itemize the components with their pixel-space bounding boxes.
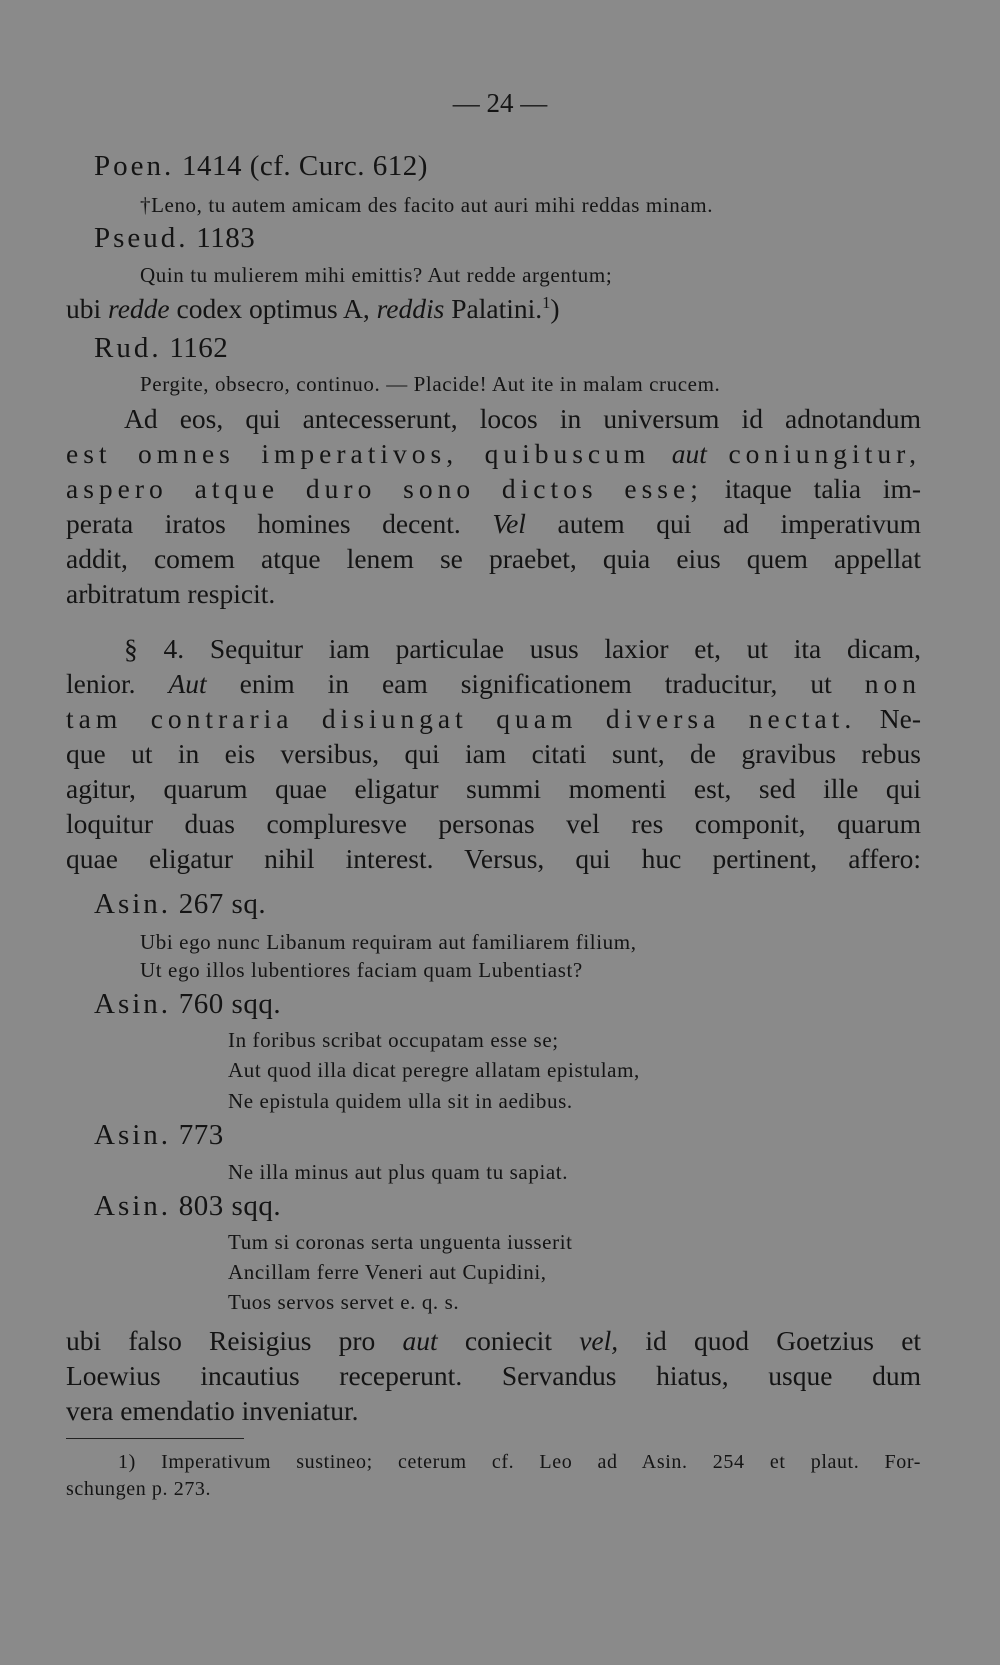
- citation-ref: 1414 (cf. Curc. 612): [182, 150, 428, 182]
- citation-pseud: [94, 222, 255, 255]
- text: Palatini.: [451, 293, 543, 324]
- citation-asin-803: [94, 1190, 281, 1223]
- paragraph-line: Ad eos, qui antecesserunt, locos in universum id adnotandum: [124, 403, 921, 434]
- italic-word: vel,: [579, 1325, 619, 1356]
- footnote-line: 1) Imperativum sustineo; ceterum cf. Leo ad Asin. 254 et plaut. For-: [118, 1451, 921, 1473]
- citation-asin-760: [94, 988, 281, 1021]
- text: enim in eam significationem traducitur, ut: [239, 668, 832, 699]
- section-marker: § 4.: [124, 633, 185, 664]
- paragraph-line: [124, 633, 921, 665]
- verse-line: Ne epistula quidem ulla sit in aedibus.: [228, 1089, 573, 1113]
- spaced-text: est omnes imperativos, quibuscum: [66, 438, 651, 469]
- footnote-marker: 1: [542, 293, 551, 313]
- paragraph-line: addit, comem atque lenem se praebet, quia eius quem appellat: [66, 543, 921, 574]
- verse-line: Ancillam ferre Veneri aut Cupidini,: [228, 1260, 547, 1284]
- verse-line: In foribus scribat occupatam esse se;: [228, 1028, 559, 1052]
- paragraph-line: vera emendatio inveniatur.: [66, 1395, 359, 1426]
- page-number: — 24 —: [452, 88, 548, 118]
- text: codex optimus A,: [176, 293, 370, 324]
- paragraph-line: que ut in eis versibus, qui iam citati sunt, de gravibus rebus: [66, 738, 921, 769]
- text: autem qui ad imperativum: [557, 508, 921, 539]
- verse-line: Quin tu mulierem mihi emittis? Aut redde argentum;: [140, 263, 613, 287]
- citation-ref: 267 sq.: [178, 888, 267, 920]
- text: ): [550, 293, 560, 324]
- citation-label: Asin.: [94, 888, 172, 920]
- italic-word: aut: [402, 1325, 438, 1356]
- citation-ref: 1183: [196, 222, 256, 254]
- spaced-text: tam contraria disiungat quam diversa nectat.: [66, 703, 857, 734]
- citation-label: Asin.: [94, 988, 172, 1020]
- citation-asin-773: [94, 1119, 224, 1152]
- text: perata iratos homines decent.: [66, 508, 461, 539]
- paragraph-line: [66, 1325, 921, 1357]
- note-line: [66, 293, 560, 325]
- text: id quod Goetzius et: [645, 1325, 922, 1356]
- citation-asin-267: [94, 888, 266, 921]
- italic-word: aut: [671, 438, 707, 469]
- verse-line: Ubi ego nunc Libanum requiram aut familiarem filium,: [140, 930, 637, 954]
- citation-ref: 1162: [169, 332, 229, 364]
- italic-word: reddis: [376, 293, 445, 324]
- citation-poen: [94, 150, 428, 183]
- paragraph-line: [66, 508, 921, 540]
- verse-line: Ne illa minus aut plus quam tu sapiat.: [228, 1160, 569, 1184]
- text: itaque talia im-: [724, 473, 922, 504]
- citation-label: Asin.: [94, 1119, 172, 1151]
- paragraph-line: loquitur duas compluresve personas vel res componit, quarum: [66, 808, 921, 839]
- verse-line: Ut ego illos lubentiores faciam quam Lubentiast?: [140, 958, 583, 982]
- italic-word: redde: [108, 293, 170, 324]
- paragraph-line: [66, 668, 921, 700]
- footnote-divider: [66, 1438, 244, 1439]
- paragraph-line: [66, 473, 921, 505]
- citation-label: Pseud.: [94, 222, 189, 254]
- text: Sequitur iam particulae usus laxior et, ut ita dicam,: [209, 633, 922, 664]
- citation-rud: [94, 332, 228, 365]
- footnote-line: schungen p. 273.: [66, 1478, 212, 1500]
- italic-word: Aut: [168, 668, 207, 699]
- citation-label: Rud.: [94, 332, 162, 364]
- spaced-text: non: [864, 668, 922, 699]
- citation-ref: 773: [178, 1119, 224, 1151]
- spaced-text: aspero atque duro sono dictos esse;: [66, 473, 703, 504]
- paragraph-line: Loewius incautius receperunt. Servandus hiatus, usque dum: [66, 1360, 921, 1391]
- text: ubi falso Reisigius pro: [66, 1325, 376, 1356]
- paragraph-line: [66, 438, 921, 470]
- text: lenior.: [66, 668, 136, 699]
- verse-line: Aut quod illa dicat peregre allatam epistulam,: [228, 1058, 640, 1082]
- text: Ne-: [879, 703, 922, 734]
- verse-line: Pergite, obsecro, continuo. — Placide! Aut ite in malam crucem.: [140, 372, 721, 396]
- paragraph-line: [66, 703, 921, 735]
- italic-word: Vel: [492, 508, 526, 539]
- citation-label: Asin.: [94, 1190, 172, 1222]
- paragraph-line: agitur, quarum quae eligatur summi momenti est, sed ille qui: [66, 773, 921, 804]
- verse-line: †Leno, tu autem amicam des facito aut auri mihi reddas minam.: [140, 193, 714, 217]
- paragraph-line: arbitratum respicit.: [66, 578, 276, 609]
- paragraph-line: quae eligatur nihil interest. Versus, qui huc pertinent, affero:: [66, 843, 921, 874]
- text: ubi: [66, 293, 102, 324]
- citation-label: Poen.: [94, 150, 175, 182]
- citation-ref: 803 sqq.: [178, 1190, 282, 1222]
- verse-line: Tum si coronas serta unguenta iusserit: [228, 1230, 573, 1254]
- text: coniecit: [464, 1325, 552, 1356]
- verse-line: Tuos servos servet e. q. s.: [228, 1290, 460, 1314]
- citation-ref: 760 sqq.: [178, 988, 282, 1020]
- spaced-text: coniungitur,: [728, 438, 922, 469]
